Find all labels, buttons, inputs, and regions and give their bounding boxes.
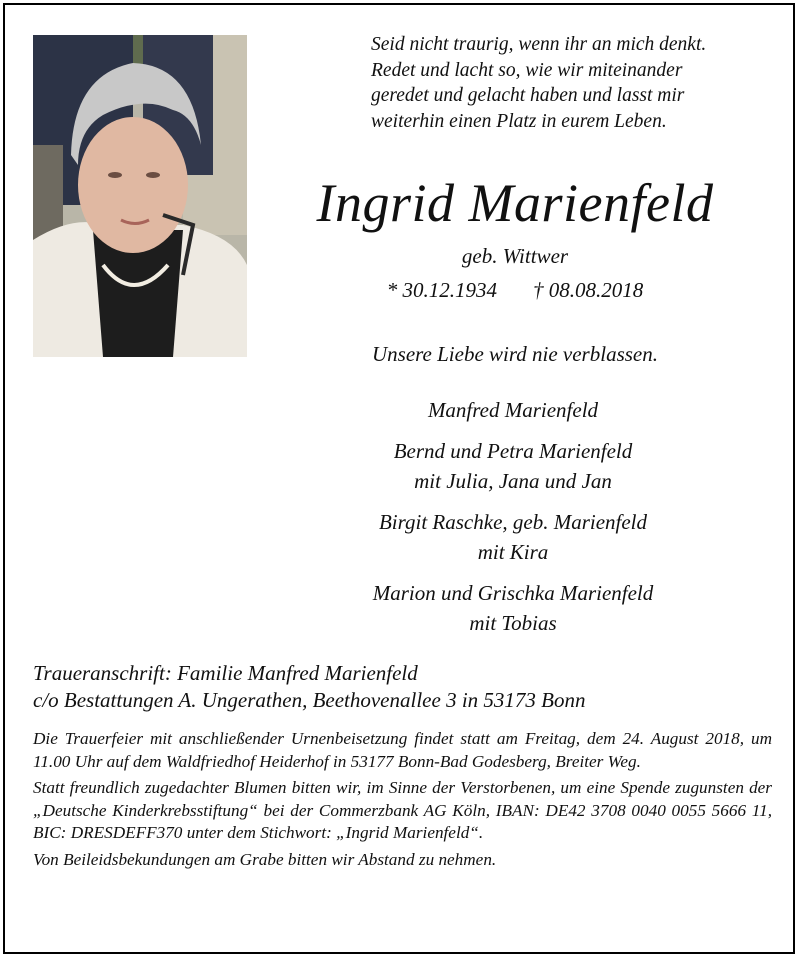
- mourner-line: Birgit Raschke, geb. Marienfeld: [378, 510, 648, 534]
- mourner-group: [263, 578, 763, 638]
- funeral-info: Die Trauerfeier mit anschließender Urnenbeisetzung findet statt am Freitag, dem 24. August 2018, um 11.00 Uhr auf dem Waldfriedhof Heiderhof in 53177 Bonn-Bad Godesberg, Breiter Weg.: [33, 729, 772, 771]
- obituary-notice: [3, 3, 795, 954]
- mourning-address: [33, 660, 773, 714]
- life-dates: [345, 276, 685, 304]
- birth-date: * 30.12.1934: [386, 278, 497, 302]
- mourner-group: [263, 436, 763, 496]
- address-line: c/o Bestattungen A. Ungerathen, Beethovenallee 3 in 53173 Bonn: [33, 688, 586, 712]
- mourners-list: [263, 395, 763, 649]
- mourner-line: Manfred Marienfeld: [427, 398, 599, 422]
- poem-line: weiterhin einen Platz in eurem Leben.: [371, 110, 667, 132]
- mourner-group: [263, 507, 763, 567]
- mourner-line: mit Julia, Jana und Jan: [414, 469, 612, 493]
- poem-line: Redet und lacht so, wie wir miteinander: [371, 59, 683, 81]
- mourner-group: [263, 395, 763, 425]
- mourner-line: mit Tobias: [469, 611, 557, 635]
- condolence-note: Von Beileidsbekundungen am Grabe bitten wir Abstand zu nehmen.: [33, 849, 497, 869]
- deceased-name: Ingrid Marienfeld: [316, 173, 714, 233]
- poem: [371, 32, 791, 134]
- mourner-line: Bernd und Petra Marienfeld: [393, 439, 633, 463]
- funeral-details: [33, 728, 772, 875]
- portrait-photo: [33, 35, 247, 357]
- motto: Unsere Liebe wird nie verblassen.: [372, 342, 658, 366]
- portrait-illustration: [33, 35, 247, 357]
- mourner-line: mit Kira: [477, 540, 549, 564]
- poem-line: geredet und gelacht haben und lasst mir: [371, 85, 685, 106]
- mourner-line: Marion und Grischka Marienfeld: [372, 581, 654, 605]
- donation-info: Statt freundlich zugedachter Blumen bitten wir, im Sinne der Verstorbenen, um eine Spende zugunsten der „Deutsche Kinderkrebsstiftung“ bei der Commerzbank AG Köln, IBAN: DE42 3708 0040 0055 5666 11, BIC: DRESDEFF370 unter dem Stichwort: „Ingrid Marienfeld“.: [33, 778, 772, 842]
- poem-line: Seid nicht traurig, wenn ihr an mich denkt.: [371, 34, 707, 55]
- birth-name: geb. Wittwer: [461, 244, 569, 268]
- address-line: Traueranschrift: Familie Manfred Marienfeld: [33, 661, 418, 685]
- death-date: † 08.08.2018: [533, 278, 644, 302]
